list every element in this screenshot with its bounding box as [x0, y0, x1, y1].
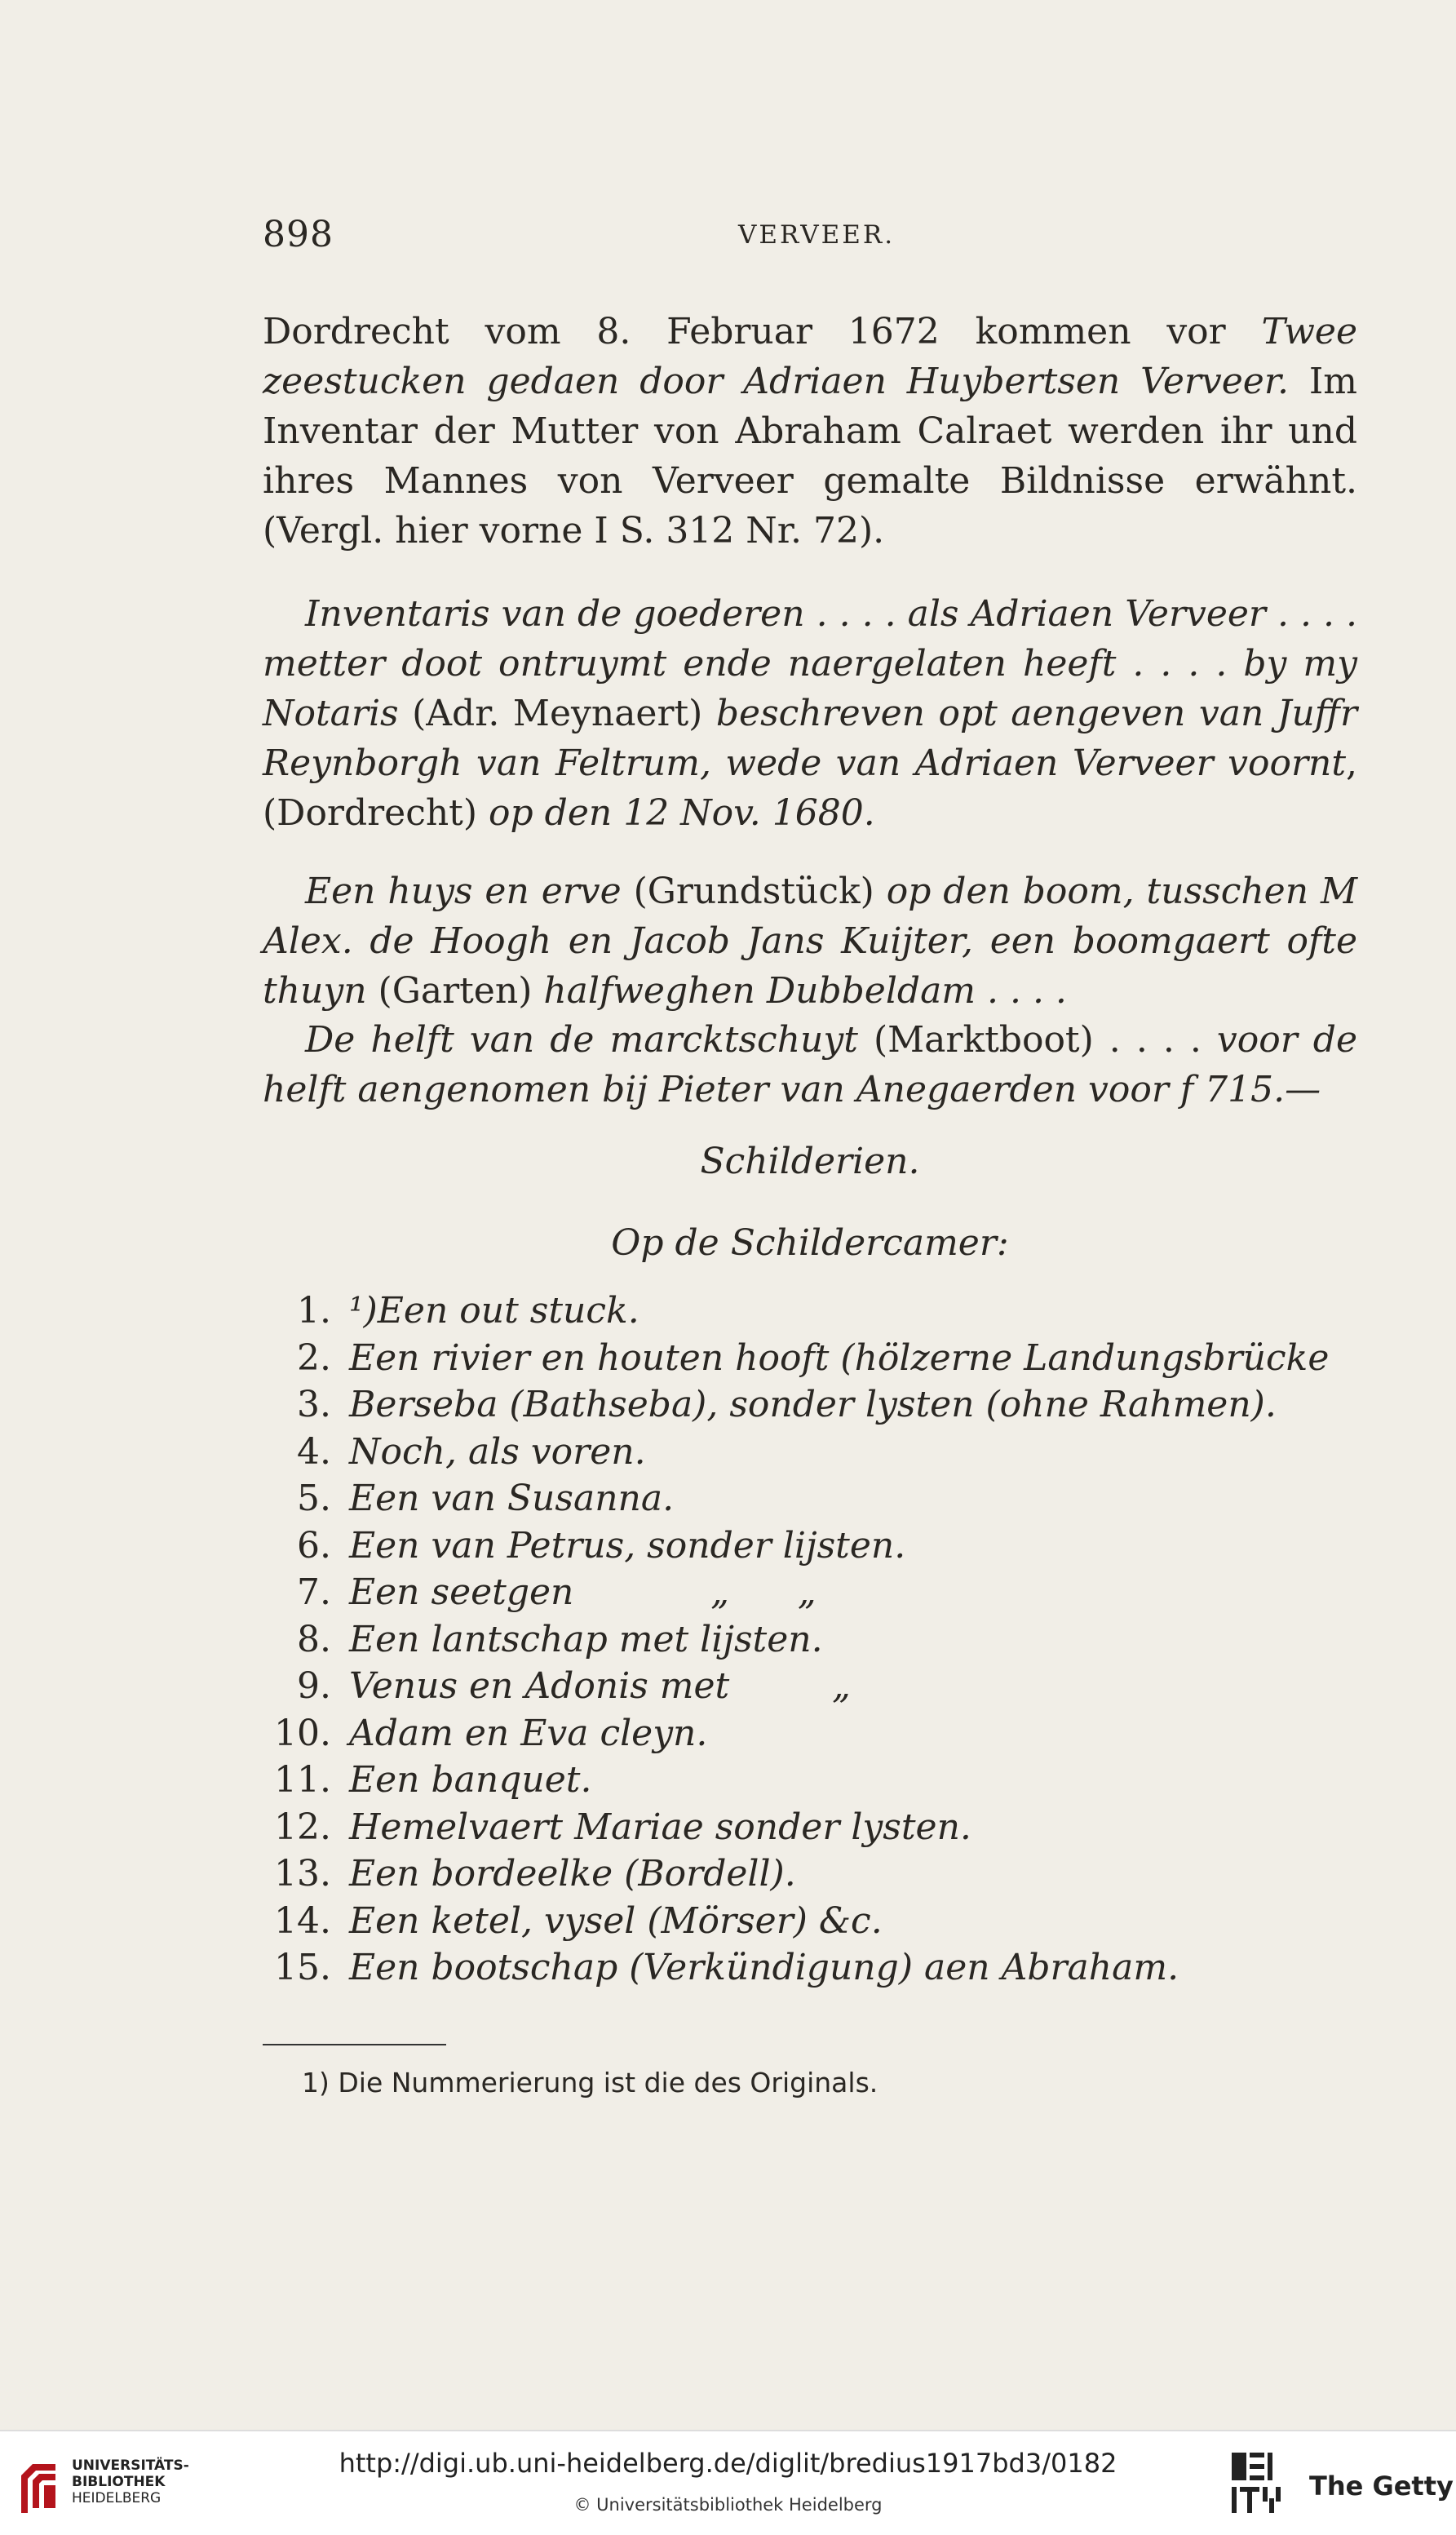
p3-e: halfweghen Dubbeldam . . . . [543, 970, 1067, 1012]
item-number: 11. [274, 1759, 331, 1802]
subsection-title: Op de Schildercamer: [611, 1222, 1009, 1264]
list-item [263, 1850, 1357, 1898]
paragraph-2 [263, 589, 1357, 838]
p3-b: (Grundstück) [621, 871, 887, 912]
p4-c: voor de helft aengenomen bij Pieter van Anegaerden voor f 715.— [263, 1019, 1357, 1110]
item-text: Een bordeelke (Bordell). [349, 1853, 796, 1895]
item-number: 14. [274, 1899, 331, 1942]
permalink-url[interactable]: http://digi.ub.uni-heidelberg.de/diglit/bredius1917bd3/0182 [339, 2448, 1117, 2479]
p1-text: Dordrecht vom 8. Februar 1672 kommen vor [263, 311, 1262, 352]
item-number: 8. [297, 1618, 331, 1660]
copyright-notice: © Universitätsbibliothek Heidelberg [573, 2495, 883, 2515]
item-number: 15. [274, 1947, 331, 1989]
page-number: 898 [263, 214, 334, 255]
painting-list [263, 1287, 1357, 1992]
item-text: Een lantschap met lijsten. [349, 1618, 823, 1660]
running-title: VERVEER. [738, 220, 896, 250]
item-text: Een van Petrus, sonder lijsten. [349, 1524, 906, 1567]
item-number: 6. [297, 1524, 331, 1567]
item-text: Venus en Adonis met „ [349, 1665, 851, 1708]
footnote-divider [263, 2044, 446, 2045]
item-text: Adam en Eva cleyn. [349, 1712, 708, 1754]
list-item [263, 1898, 1357, 1945]
footnote: 1) Die Nummerierung ist die des Originals. [302, 2067, 878, 2098]
list-item [263, 1287, 1357, 1335]
item-number: 9. [297, 1665, 331, 1708]
section-title: Schilderien. [700, 1141, 920, 1182]
list-item [263, 1522, 1357, 1570]
getty-logo-icon [1228, 2449, 1287, 2518]
paragraph-3 [263, 866, 1357, 1016]
p4-a: De helft van de marcktschuyt [305, 1019, 858, 1061]
list-item [263, 1804, 1357, 1851]
p2-a: Inventaris van de goederen . . . . als Adriaen Verveer . . . . metter doot ontruymt ende naergelaten heeft . . . . by my Notaris [263, 593, 1357, 734]
item-text: Een bootschap (Verkündigung) aen Abraham. [349, 1947, 1179, 1989]
list-item [263, 1757, 1357, 1804]
item-text: Een rivier en houten hooft (hölzerne Landungsbrücke [349, 1336, 1330, 1379]
list-item [263, 1944, 1357, 1992]
p1-rest: Im Inventar der Mutter von Abraham Calraet werden ihr und ihres Mannes von Verveer gemalte Bildnisse erwähnt. (Vergl. hier vorne I S. 312 Nr. 72). [263, 361, 1357, 552]
p2-b: (Adr. Meynaert) [398, 693, 716, 734]
list-item [263, 1663, 1357, 1710]
institution-line-1: UNIVERSITÄTS- [72, 2457, 189, 2474]
list-item [263, 1475, 1357, 1522]
item-text: Een seetgen „ „ [349, 1571, 817, 1614]
item-number: 12. [274, 1806, 331, 1848]
paragraph-1 [263, 307, 1357, 556]
p3-c: op den boom, tusschen M Alex. de Hoogh en Jacob Jans Kuijter, een boomgaert ofte thuyn [263, 871, 1358, 1012]
p2-e: op den 12 Nov. 1680. [489, 792, 875, 834]
p2-c: beschreven opt aengeven van Juffr Reynborgh van Feltrum, wede van Adriaen Verveer voornt [263, 693, 1357, 784]
item-number: 13. [274, 1853, 331, 1895]
item-text: Noch, als voren. [349, 1430, 646, 1473]
item-number: 10. [274, 1712, 331, 1754]
item-number: 7. [297, 1571, 331, 1614]
item-text: Hemelvaert Mariae sonder lysten. [349, 1806, 971, 1848]
item-text: Een banquet. [349, 1759, 592, 1802]
item-text: Een van Susanna. [349, 1478, 675, 1520]
item-text: Berseba (Bathseba), sonder lysten (ohne Rahmen). [349, 1384, 1277, 1426]
p3-d: (Garten) [366, 970, 544, 1012]
item-number: 4. [297, 1430, 331, 1473]
list-item [263, 1569, 1357, 1616]
p2-d: , (Dordrecht) [263, 742, 1357, 834]
p4-b: (Marktboot) . . . . [857, 1019, 1217, 1061]
partner-name: The Getty [1309, 2471, 1454, 2502]
list-item [263, 1381, 1357, 1429]
item-text: Een ketel, vysel (Mörser) &c. [349, 1899, 883, 1942]
item-text: ¹)Een out stuck. [349, 1290, 639, 1332]
list-item [263, 1710, 1357, 1757]
item-number: 5. [297, 1478, 331, 1520]
item-number: 1. [297, 1290, 331, 1332]
list-item [263, 1335, 1357, 1382]
p1-italic: Twee zeestucken gedaen door Adriaen Huybertsen Verveer. [263, 311, 1357, 402]
list-item [263, 1616, 1357, 1664]
item-number: 3. [297, 1384, 331, 1426]
institution-line-3: HEIDELBERG [72, 2490, 162, 2506]
list-item [263, 1429, 1357, 1476]
p3-a: Een huys en erve [305, 871, 622, 912]
footer-bar [0, 2430, 1456, 2535]
paragraph-4 [263, 1015, 1357, 1115]
item-number: 2. [297, 1336, 331, 1379]
institution-line-2: BIBLIOTHEK [72, 2474, 166, 2490]
